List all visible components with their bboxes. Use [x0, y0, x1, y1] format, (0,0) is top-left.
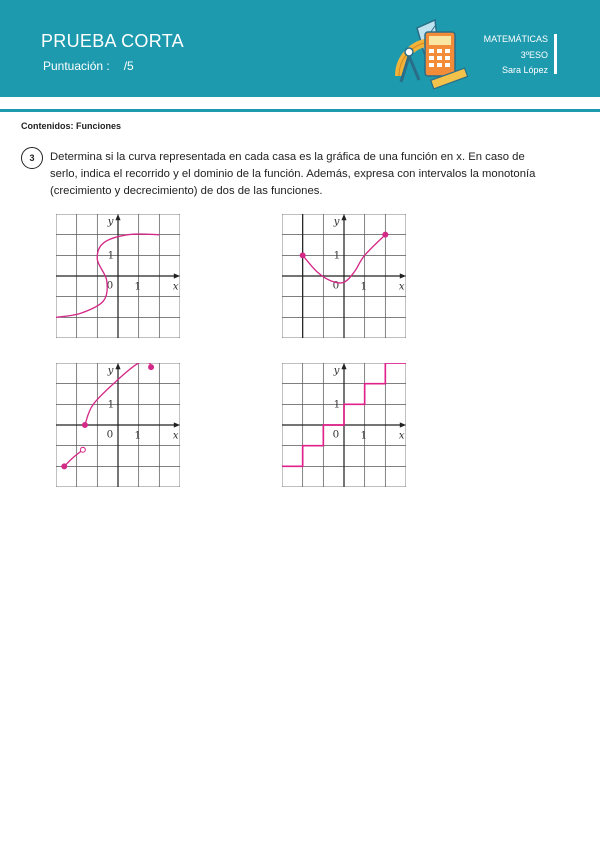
- y-axis-arrow: [341, 214, 346, 220]
- filled-endpoint-dot: [149, 365, 154, 370]
- x-tick-1: 1: [134, 429, 142, 442]
- x-tick-1: 1: [360, 280, 368, 293]
- origin-label: 0: [332, 279, 340, 292]
- score-label: Puntuación :: [43, 59, 110, 73]
- x-axis-arrow: [174, 273, 180, 278]
- filled-endpoint-dot: [82, 423, 87, 428]
- y-axis-label: y: [107, 364, 114, 377]
- x-tick-1: 1: [360, 429, 368, 442]
- y-axis-arrow: [115, 363, 120, 369]
- contents-label: Contenidos: Funciones: [21, 121, 121, 131]
- x-axis-label: x: [172, 280, 179, 293]
- question-text: Determina si la curva representada en cada casa es la gráfica de una función en x. En caso de serlo, indica el recorrido y el dominio de la función. Además, expresa con intervalos la monotonía (crecimiento y decrecimiento) de dos de las funciones.: [50, 151, 536, 197]
- y-tick-1: 1: [107, 398, 115, 411]
- score-line: [43, 59, 134, 73]
- x-axis-label: x: [172, 429, 179, 442]
- graph-rising: [56, 363, 180, 487]
- grade-label: 3ºESO: [520, 50, 548, 60]
- y-axis-label: y: [107, 215, 114, 228]
- header-divider: [554, 34, 557, 74]
- page-title: PRUEBA CORTA: [41, 31, 184, 51]
- y-tick-1: 1: [333, 398, 341, 411]
- endpoint-dots: [62, 365, 154, 469]
- x-axis-arrow: [400, 273, 406, 278]
- origin-label: 0: [106, 279, 114, 292]
- y-axis-arrow: [115, 214, 120, 220]
- header-underline: [0, 109, 600, 112]
- math-tools-icon: [395, 16, 475, 92]
- y-axis-label: y: [333, 215, 340, 228]
- x-axis-label: x: [398, 429, 405, 442]
- filled-endpoint-dot: [62, 464, 67, 469]
- filled-endpoint-dot: [300, 253, 305, 258]
- y-tick-1: 1: [333, 249, 341, 262]
- score-total: /5: [123, 59, 134, 73]
- graph-valley: [282, 214, 406, 338]
- graph-steps: [282, 363, 406, 487]
- y-tick-1: 1: [107, 249, 115, 262]
- filled-endpoint-dot: [383, 232, 388, 237]
- origin-label: 0: [106, 428, 114, 441]
- question-number-badge: 3: [21, 147, 43, 169]
- origin-label: 0: [332, 428, 340, 441]
- graph-s-curve: [56, 214, 180, 338]
- x-axis-arrow: [400, 422, 406, 427]
- x-axis-label: x: [398, 280, 405, 293]
- teacher-name: Sara López: [501, 65, 548, 75]
- x-tick-1: 1: [134, 280, 142, 293]
- open-endpoint-dot: [80, 447, 85, 452]
- subject-label: MATEMÁTICAS: [483, 34, 548, 44]
- graph-curve-lower: [64, 450, 83, 467]
- y-axis-arrow: [341, 363, 346, 369]
- y-axis-label: y: [333, 364, 340, 377]
- x-axis-arrow: [174, 422, 180, 427]
